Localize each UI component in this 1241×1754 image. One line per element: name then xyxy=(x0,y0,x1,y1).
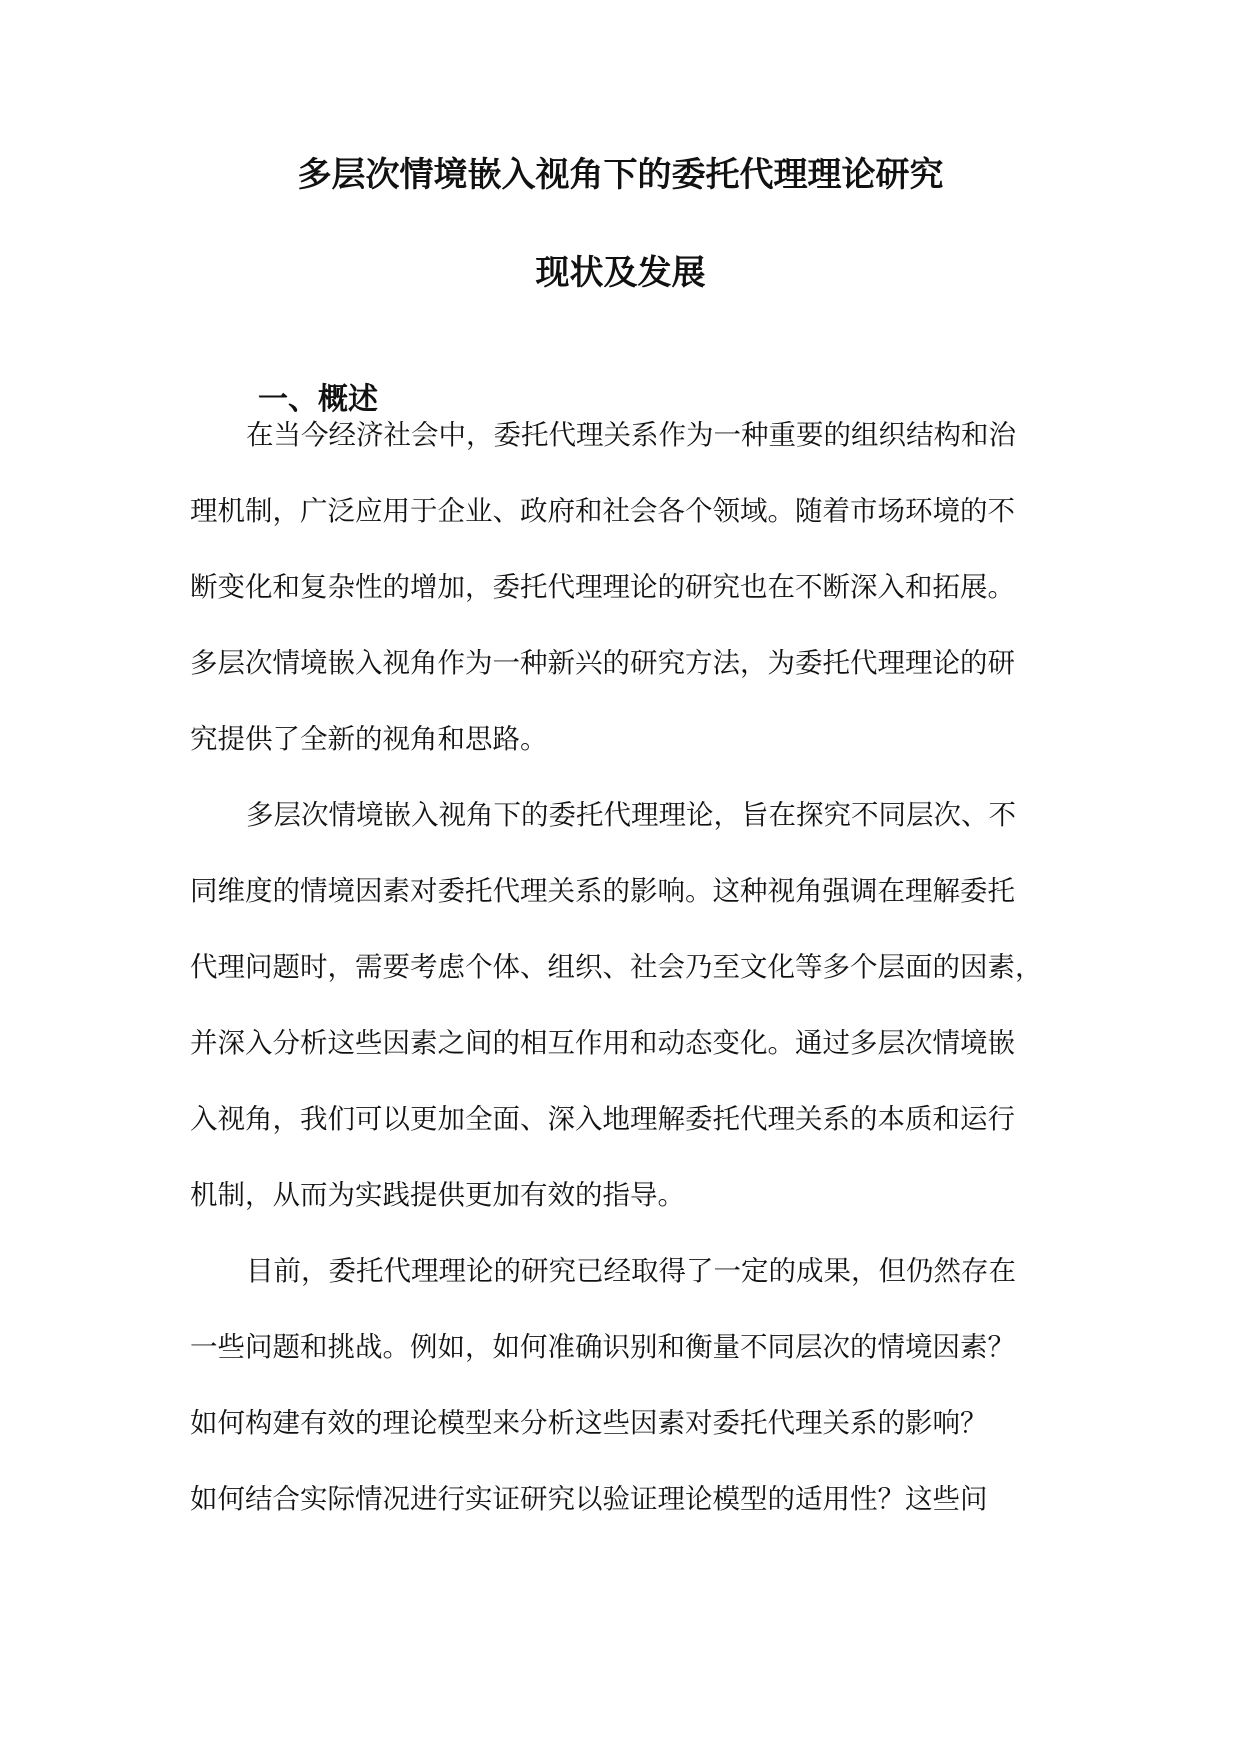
paragraph-1-line-3: 断变化和复杂性的增加，委托代理理论的研究也在不断深入和拓展。 xyxy=(190,571,1015,603)
paragraph-3-line-2: 一些问题和挑战。例如，如何准确识别和衡量不同层次的情境因素？ xyxy=(190,1331,1015,1363)
paragraph-2-line-1: 多层次情境嵌入视角下的委托代理理论，旨在探究不同层次、不 xyxy=(246,799,1016,831)
paragraph-3-line-1: 目前，委托代理理论的研究已经取得了一定的成果，但仍然存在 xyxy=(246,1255,1016,1287)
paragraph-2-line-3: 代理问题时，需要考虑个体、组织、社会乃至文化等多个层面的因素， xyxy=(190,951,1043,983)
paragraph-2-line-4: 并深入分析这些因素之间的相互作用和动态变化。通过多层次情境嵌 xyxy=(190,1027,1015,1059)
paragraph-1-line-2: 理机制，广泛应用于企业、政府和社会各个领域。随着市场环境的不 xyxy=(190,495,1015,527)
paragraph-2-line-6: 机制，从而为实践提供更加有效的指导。 xyxy=(190,1179,685,1211)
document-title-line-1: 多层次情境嵌入视角下的委托代理理论研究 xyxy=(297,155,944,195)
paragraph-3-line-3: 如何构建有效的理论模型来分析这些因素对委托代理关系的影响？ xyxy=(190,1407,988,1439)
paragraph-1-line-5: 究提供了全新的视角和思路。 xyxy=(190,723,548,755)
paragraph-1-line-1: 在当今经济社会中，委托代理关系作为一种重要的组织结构和治 xyxy=(246,419,1016,451)
section-heading: 一、概述 xyxy=(258,382,378,417)
document-title-line-2: 现状及发展 xyxy=(535,253,706,293)
paragraph-1-line-4: 多层次情境嵌入视角作为一种新兴的研究方法，为委托代理理论的研 xyxy=(190,647,1015,679)
paragraph-2-line-5: 入视角，我们可以更加全面、深入地理解委托代理关系的本质和运行 xyxy=(190,1103,1015,1135)
paragraph-2-line-2: 同维度的情境因素对委托代理关系的影响。这种视角强调在理解委托 xyxy=(190,875,1015,907)
paragraph-3-line-4: 如何结合实际情况进行实证研究以验证理论模型的适用性？这些问 xyxy=(190,1483,988,1515)
